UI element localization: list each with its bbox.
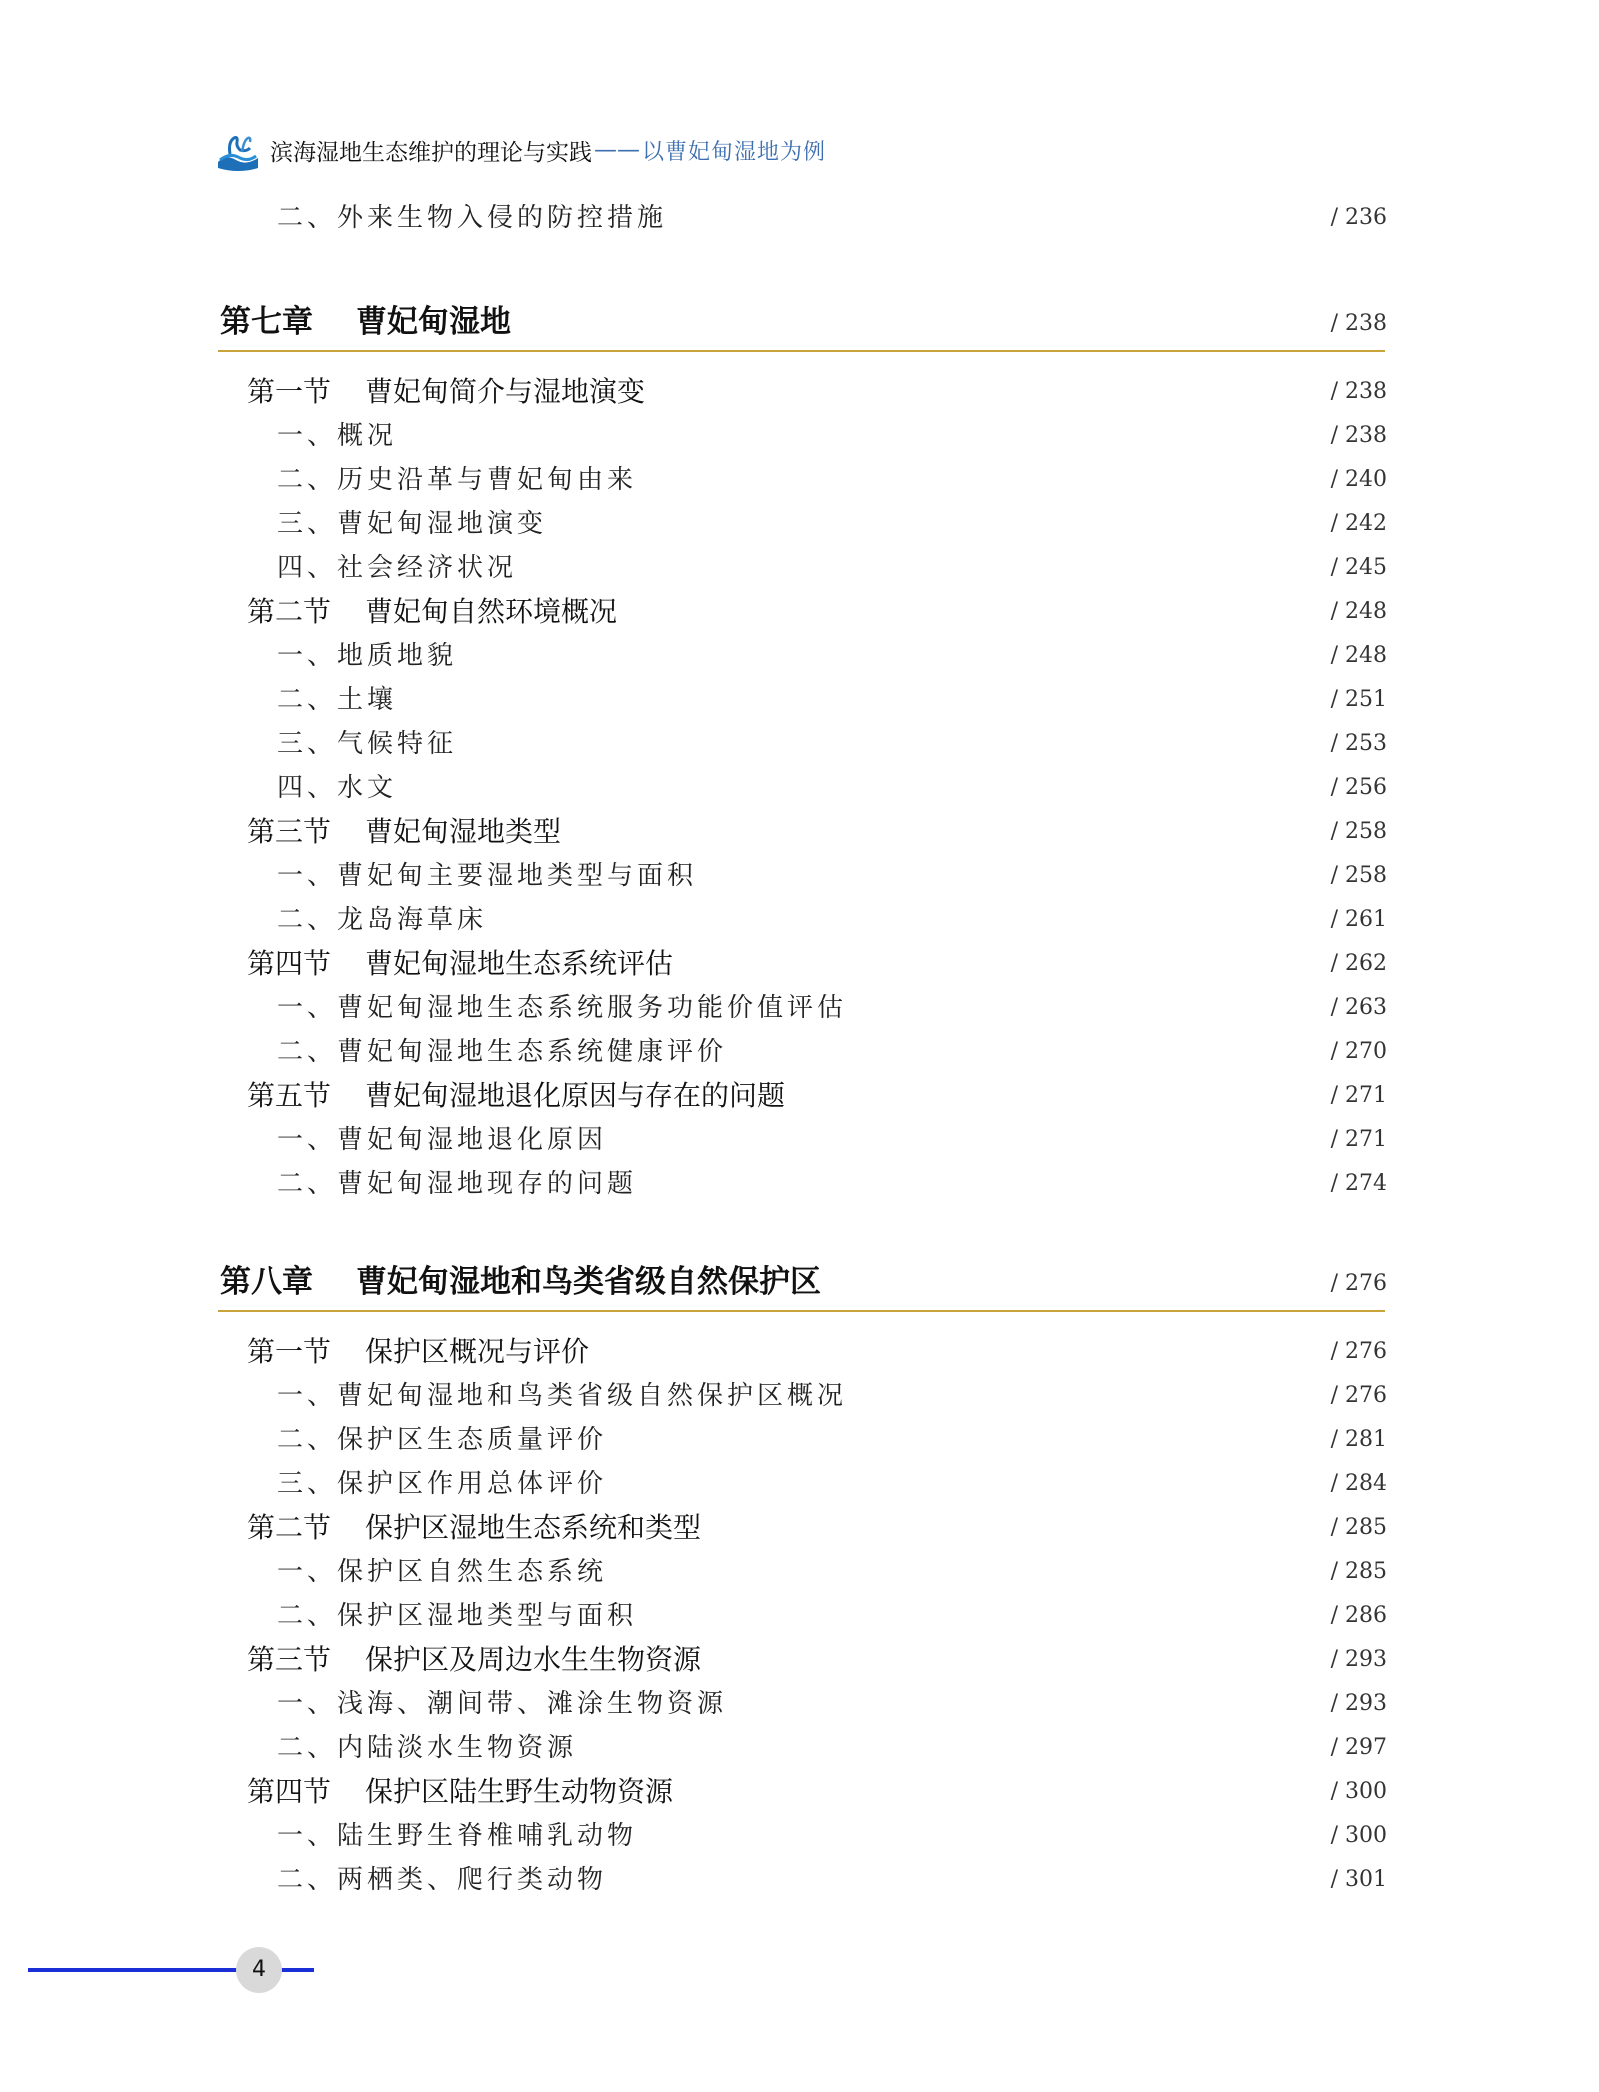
toc-page-number: / 281 (1330, 1427, 1387, 1452)
toc-item-label: 一、地质地貌 (277, 641, 458, 671)
section-title: 曹妃甸自然环境概况 (365, 595, 618, 628)
toc-page-number: / 300 (1330, 1779, 1387, 1804)
chapter-title: 曹妃甸湿地 (356, 304, 511, 340)
toc-item[interactable] (0, 502, 1599, 546)
toc-page-number: / 276 (1330, 1339, 1387, 1364)
toc-page-number: / 253 (1330, 731, 1387, 756)
toc-item[interactable] (0, 1462, 1599, 1506)
toc-item-label: 二、历史沿革与曹妃甸由来 (277, 465, 638, 495)
toc-page-number: / 242 (1330, 511, 1387, 536)
swan-logo-icon (216, 128, 260, 172)
section-title: 曹妃甸湿地类型 (365, 815, 562, 848)
toc-page-number: / 293 (1330, 1691, 1387, 1716)
toc-page-number: / 258 (1330, 863, 1387, 888)
toc-item[interactable] (0, 854, 1599, 898)
section-title: 保护区概况与评价 (365, 1335, 590, 1368)
section-number: 第四节 (247, 1775, 332, 1808)
toc-page-number: / 301 (1330, 1867, 1387, 1892)
section-label (247, 590, 617, 634)
toc-item-label: 一、浅海、潮间带、滩涂生物资源 (277, 1689, 728, 1719)
toc-item-label: 四、社会经济状况 (277, 553, 518, 583)
toc-item[interactable] (0, 986, 1599, 1030)
section-number: 第二节 (247, 1511, 332, 1544)
toc-item-label: 一、保护区自然生态系统 (277, 1557, 608, 1587)
toc-item-label: 一、曹妃甸湿地和鸟类省级自然保护区概况 (277, 1381, 848, 1411)
section-number: 第一节 (247, 1335, 332, 1368)
toc-section[interactable] (0, 942, 1599, 986)
section-number: 第三节 (247, 1643, 332, 1676)
toc-item[interactable] (0, 1030, 1599, 1074)
section-number: 第一节 (247, 375, 332, 408)
toc-item-label: 二、曹妃甸湿地生态系统健康评价 (277, 1037, 728, 1067)
toc-page-number: / 271 (1330, 1127, 1387, 1152)
chapter-rule (218, 1310, 1385, 1312)
chapter-rule (218, 350, 1385, 352)
toc-section[interactable] (0, 1638, 1599, 1682)
toc-page-number: / 248 (1330, 599, 1387, 624)
toc-page-number: / 258 (1330, 819, 1387, 844)
toc-item[interactable] (0, 414, 1599, 458)
toc-item[interactable] (0, 196, 1599, 240)
section-number: 第二节 (247, 595, 332, 628)
toc-page-number: / 276 (1330, 1383, 1387, 1408)
toc-section[interactable] (0, 1074, 1599, 1118)
toc-item[interactable] (0, 546, 1599, 590)
toc-item-label: 二、保护区湿地类型与面积 (277, 1601, 638, 1631)
toc-page-number: / 293 (1330, 1647, 1387, 1672)
section-label (247, 810, 561, 854)
toc-item-label: 一、曹妃甸湿地退化原因 (277, 1125, 608, 1155)
toc-item-label: 三、气候特征 (277, 729, 458, 759)
toc-item[interactable] (0, 634, 1599, 678)
toc-page-number: / 271 (1330, 1083, 1387, 1108)
toc-item-label: 一、概况 (277, 421, 398, 451)
section-title: 曹妃甸湿地生态系统评估 (365, 947, 674, 980)
toc-item-label: 二、内陆淡水生物资源 (277, 1733, 578, 1763)
toc-item[interactable] (0, 766, 1599, 810)
chapter-label (220, 1254, 821, 1310)
toc-page-number: / 245 (1330, 555, 1387, 580)
toc-page-number: / 274 (1330, 1171, 1387, 1196)
toc-page-number: / 261 (1330, 907, 1387, 932)
section-label (247, 1506, 701, 1550)
toc-section[interactable] (0, 1330, 1599, 1374)
section-title: 保护区及周边水生生物资源 (365, 1643, 702, 1676)
section-number: 第四节 (247, 947, 332, 980)
toc-item[interactable] (0, 1814, 1599, 1858)
toc-item-label: 二、两栖类、爬行类动物 (277, 1865, 608, 1895)
toc-page-number: / 238 (1330, 379, 1387, 404)
chapter-number: 第八章 (220, 1264, 313, 1300)
book-subtitle: 以曹妃甸湿地为例 (642, 139, 827, 165)
chapter-title: 曹妃甸湿地和鸟类省级自然保护区 (356, 1264, 821, 1300)
toc-page-number: / 262 (1330, 951, 1387, 976)
toc-page-number: / 297 (1330, 1735, 1387, 1760)
section-label (247, 370, 645, 414)
section-label (247, 1770, 673, 1814)
toc-page-number: / 270 (1330, 1039, 1387, 1064)
toc-page-number: / 238 (1330, 423, 1387, 448)
toc-page-number: / 240 (1330, 467, 1387, 492)
toc-page-number: / 251 (1330, 687, 1387, 712)
section-label (247, 1638, 701, 1682)
toc-item-label: 一、曹妃甸主要湿地类型与面积 (277, 861, 698, 891)
toc-item[interactable] (0, 1162, 1599, 1206)
book-title: 滨海湿地生态维护的理论与实践 (270, 139, 592, 166)
toc-page-number: / 276 (1330, 1271, 1387, 1296)
toc-page-number: / 284 (1330, 1471, 1387, 1496)
toc-item-label: 四、水文 (277, 773, 398, 803)
toc-page-number: / 263 (1330, 995, 1387, 1020)
toc-page-number: / 238 (1330, 311, 1387, 336)
toc-item[interactable] (0, 1726, 1599, 1770)
toc-item[interactable] (0, 898, 1599, 942)
section-title: 保护区陆生野生动物资源 (365, 1775, 674, 1808)
toc-item[interactable] (0, 1418, 1599, 1462)
toc-page-number: / 256 (1330, 775, 1387, 800)
page-number: 4 (236, 1947, 282, 1993)
toc-item[interactable] (0, 1550, 1599, 1594)
toc-item-label: 二、保护区生态质量评价 (277, 1425, 608, 1455)
toc-item[interactable] (0, 458, 1599, 502)
toc-section[interactable] (0, 1770, 1599, 1814)
toc-item-label: 二、曹妃甸湿地现存的问题 (277, 1169, 638, 1199)
toc-chapter[interactable] (0, 294, 1599, 350)
section-title: 保护区湿地生态系统和类型 (365, 1511, 702, 1544)
chapter-label (220, 294, 511, 350)
section-number: 第五节 (247, 1079, 332, 1112)
toc-item-label: 一、曹妃甸湿地生态系统服务功能价值评估 (277, 993, 848, 1023)
section-label (247, 942, 673, 986)
toc-page-number: / 285 (1330, 1515, 1387, 1540)
chapter-number: 第七章 (220, 304, 313, 340)
toc-section[interactable] (0, 810, 1599, 854)
toc-page-number: / 285 (1330, 1559, 1387, 1584)
toc-page-number: / 286 (1330, 1603, 1387, 1628)
running-header (216, 128, 826, 172)
section-title: 曹妃甸简介与湿地演变 (365, 375, 646, 408)
toc-item[interactable] (0, 1118, 1599, 1162)
title-dash: —— (594, 137, 640, 163)
section-label (247, 1330, 589, 1374)
toc-item[interactable] (0, 1374, 1599, 1418)
toc-item-label: 三、保护区作用总体评价 (277, 1469, 608, 1499)
toc-item-label: 二、龙岛海草床 (277, 905, 488, 935)
toc-page-number: / 236 (1330, 205, 1387, 230)
toc-item[interactable] (0, 722, 1599, 766)
toc-section[interactable] (0, 590, 1599, 634)
toc-section[interactable] (0, 370, 1599, 414)
toc-item-label: 二、土壤 (277, 685, 398, 715)
toc-section[interactable] (0, 1506, 1599, 1550)
toc-item-label: 一、陆生野生脊椎哺乳动物 (277, 1821, 638, 1851)
section-label (247, 1074, 785, 1118)
toc-page-number: / 300 (1330, 1823, 1387, 1848)
toc-item[interactable] (0, 1594, 1599, 1638)
toc-item[interactable] (0, 1858, 1599, 1902)
toc-item[interactable] (0, 678, 1599, 722)
toc-page-number: / 248 (1330, 643, 1387, 668)
toc-chapter[interactable] (0, 1254, 1599, 1310)
section-number: 第三节 (247, 815, 332, 848)
section-title: 曹妃甸湿地退化原因与存在的问题 (365, 1079, 786, 1112)
toc-item-label: 二、外来生物入侵的防控措施 (277, 203, 668, 233)
toc-item-label: 三、曹妃甸湿地演变 (277, 509, 548, 539)
toc-item[interactable] (0, 1682, 1599, 1726)
